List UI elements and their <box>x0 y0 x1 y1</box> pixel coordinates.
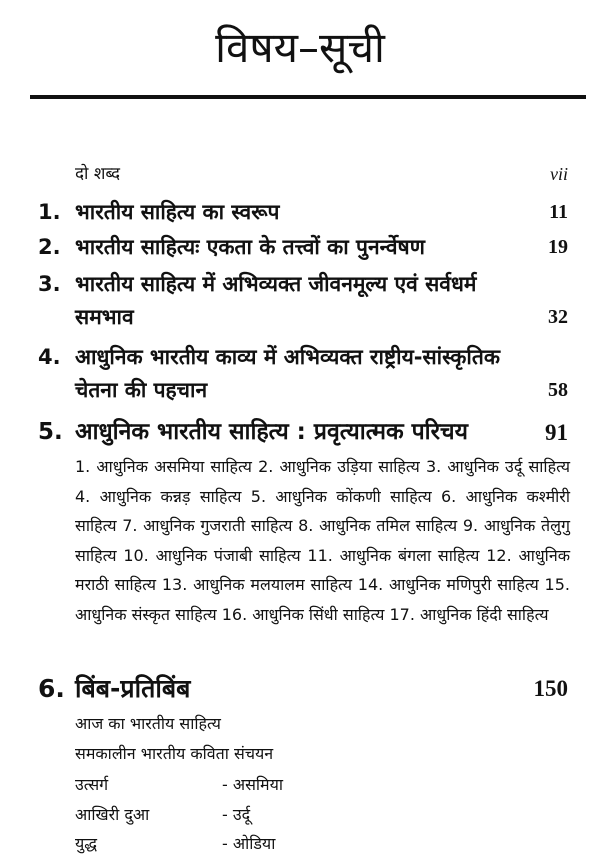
entry-title: बिंब-प्रतिबिंब <box>75 674 191 703</box>
poem-entry <box>75 803 375 825</box>
toc-entry <box>38 268 568 334</box>
toc-entry <box>38 341 568 407</box>
entry-title: आधुनिक भारतीय काव्य में अभिव्यक्त राष्ट्रीय-सांस्कृतिक चेतना की पहचान <box>75 345 500 402</box>
entry-page: 32 <box>548 306 568 328</box>
poem-language: - असमिया <box>222 775 284 794</box>
entry-page: 58 <box>548 379 568 401</box>
entry-page: vii <box>550 164 568 184</box>
page-title: विषय–सूची <box>215 23 385 72</box>
entry-page: 91 <box>545 420 568 445</box>
poem-language: - उर्दू <box>222 805 251 824</box>
toc-entry <box>38 416 568 449</box>
toc-entry <box>38 231 568 264</box>
entry-page: 150 <box>533 676 568 701</box>
toc-entry <box>38 672 568 705</box>
entry-title: आधुनिक भारतीय साहित्य : प्रवृत्यात्मक परिचय <box>75 419 468 445</box>
title-rule <box>30 95 586 99</box>
entry-number: 3. <box>38 272 61 296</box>
entry-title: भारतीय साहित्य का स्वरूप <box>75 200 280 224</box>
entry-title: भारतीय साहित्यः एकता के तत्त्वों का पुनर्न्वेषण <box>75 235 425 259</box>
poem-title: उत्सर्ग <box>75 775 109 794</box>
poem-title: युद्ध <box>75 834 98 853</box>
chapter-6-section: आज का भारतीय साहित्य <box>75 714 221 733</box>
entry-number: 5. <box>38 419 63 445</box>
entry-page: 19 <box>548 236 568 258</box>
entry-number: 4. <box>38 345 61 369</box>
entry-number: 2. <box>38 235 61 259</box>
entry-number: 1. <box>38 200 61 224</box>
entry-title: भारतीय साहित्य में अभिव्यक्त जीवनमूल्य एवं सर्वधर्म समभाव <box>75 272 477 329</box>
entry-title: दो शब्द <box>75 164 121 184</box>
chapter-5-sections: 1. आधुनिक असमिया साहित्य 2. आधुनिक उड़िया साहित्य 3. आधुनिक उर्दू साहित्य 4. आधुनिक कन्नड़ साहित्य 5. आधुनिक कोंकणी साहित्य 6. आधुनिक कश्मीरी साहित्य 7. आधुनिक गुजराती साहित्य 8. आधुनिक तमिल साहित्य 9. आधुनिक तेलुगु साहित्य 10. आधुनिक पंजाबी साहित्य 11. आधुनिक बंगला साहित्य 12. आधुनिक मराठी साहित्य 13. आधुनिक मलयालम साहित्य 14. आधुनिक मणिपुरी साहित्य 15. आधुनिक संस्कृत साहित्य 16. आधुनिक सिंधी साहित्य 17. आधुनिक हिंदी साहित्य <box>75 457 570 624</box>
entry-number: 6. <box>38 674 65 703</box>
toc-entry-preface <box>38 158 568 191</box>
chapter-6-section: समकालीन भारतीय कविता संचयन <box>75 744 274 763</box>
poem-entry <box>75 832 375 854</box>
entry-page: 11 <box>549 201 568 223</box>
poem-language: - ओडिया <box>222 834 276 853</box>
toc-entry <box>38 196 568 229</box>
poem-title: आखिरी दुआ <box>75 805 150 824</box>
poem-entry <box>75 773 375 795</box>
